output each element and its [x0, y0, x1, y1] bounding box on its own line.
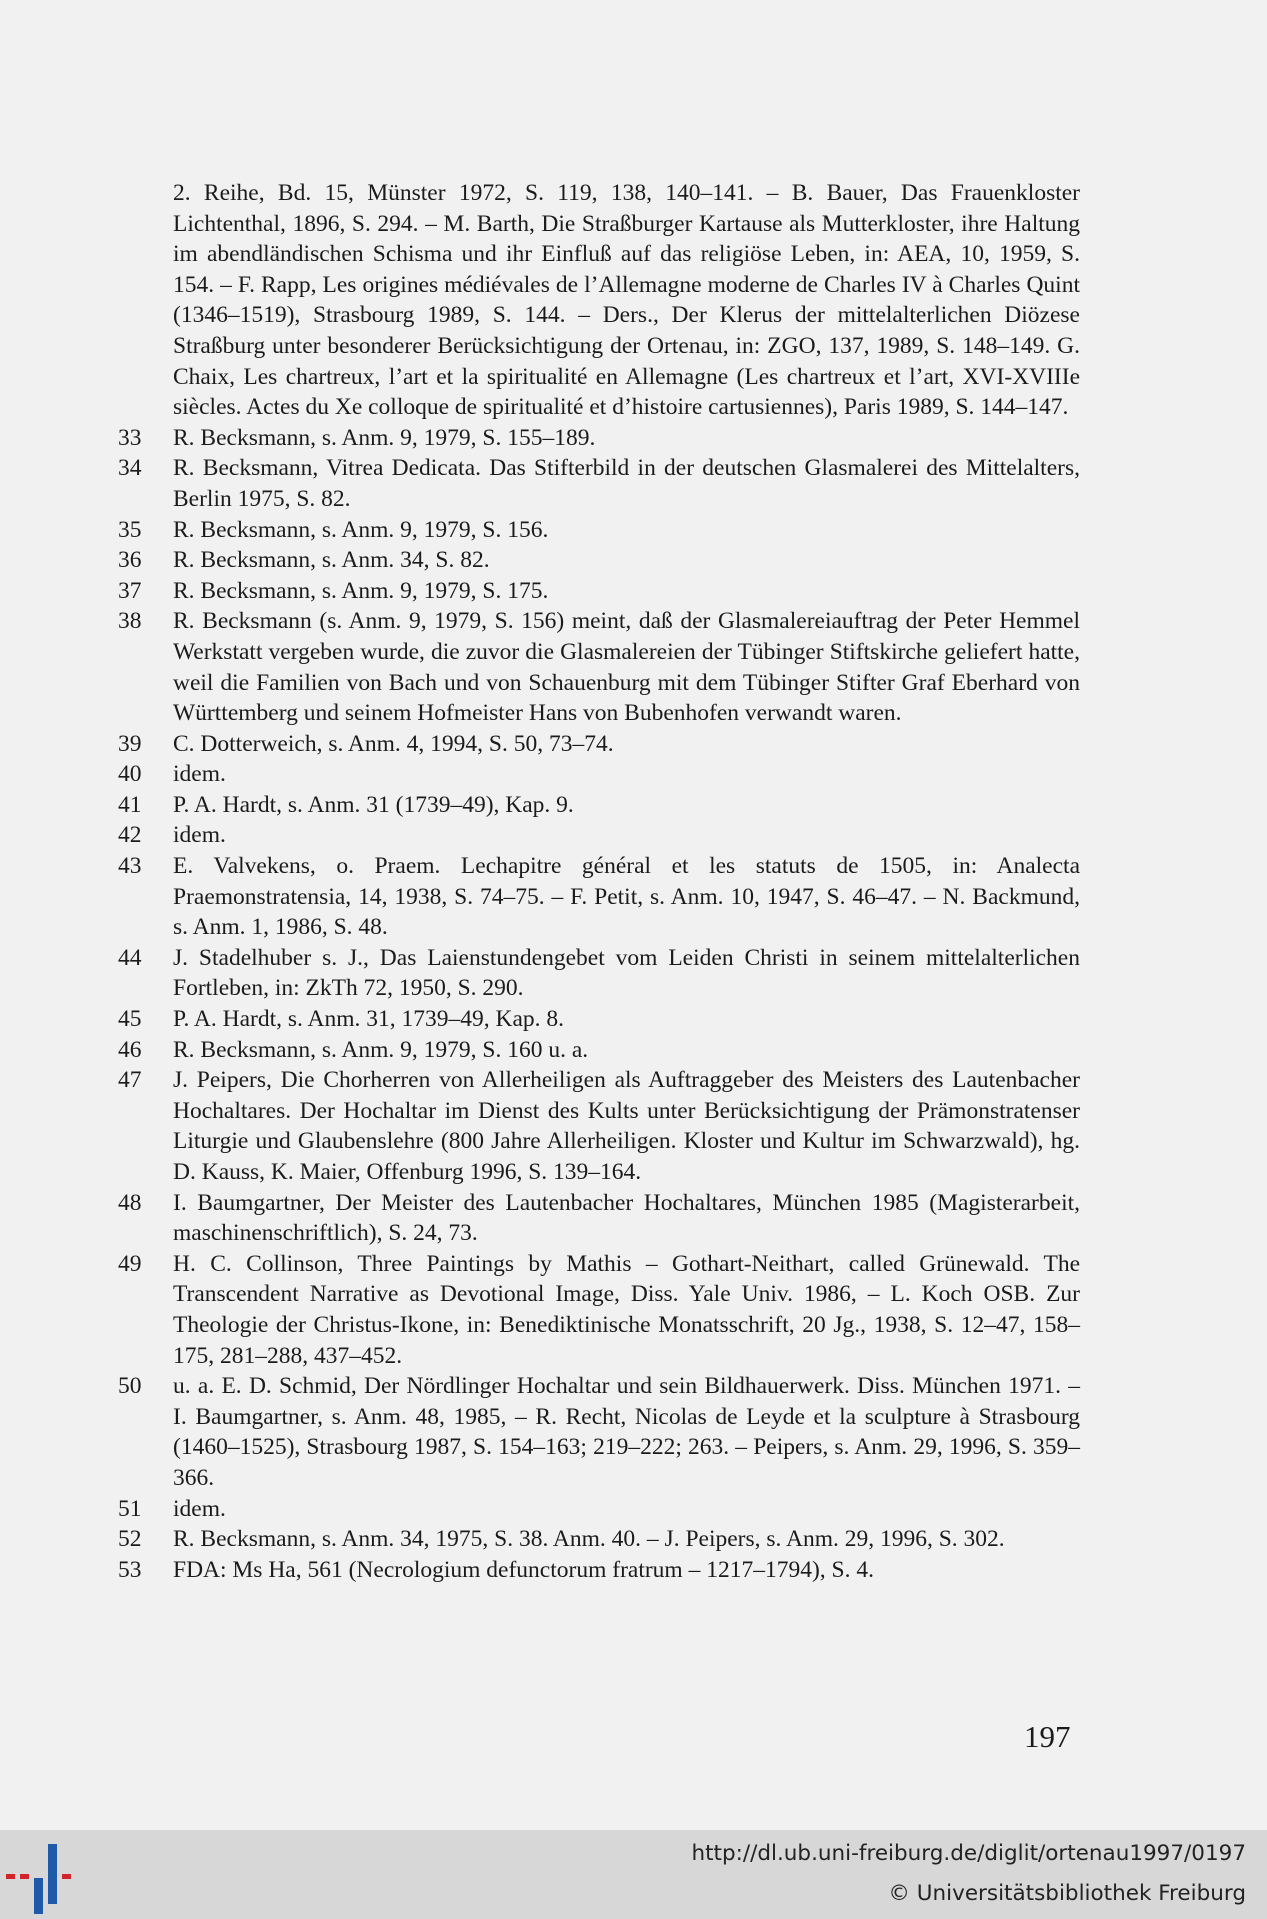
footnote-number: 36: [118, 547, 142, 574]
footnote: [118, 1065, 1080, 1187]
footnote: [118, 545, 1080, 576]
footnote-text: E. Valvekens, o. Praem. Lechapitre général et les statuts de 1505, in: Analecta Praemonstratensia, 14, 1938, S. 74–75. – F. Petit, s. Anm. 10, 1947, S. 46–47. – N. Backmund, s. Anm. 1, 1986, S. 48.: [173, 853, 1080, 941]
footnote: [118, 820, 1080, 851]
footnote-text: R. Becksmann, s. Anm. 9, 1979, S. 156.: [173, 516, 549, 543]
footnote-text: R. Becksmann, Vitrea Dedicata. Das Stifterbild in der deutschen Glasmalerei des Mittelalters, Berlin 1975, S. 82.: [173, 455, 1080, 512]
footnote-number: 45: [118, 1006, 142, 1033]
footnote: [118, 1524, 1080, 1555]
footnote-number: 38: [118, 608, 142, 635]
footnote-text: R. Becksmann (s. Anm. 9, 1979, S. 156) meint, daß der Glasmalereiauftrag der Peter Hemmel Werkstatt vergeben wurde, die zuvor die Glasmalereien der Tübinger Stiftskirche geliefert hatte, weil die Familien von Bach und von Schauenburg mit dem Tübinger Stifter Graf Eberhard von Württemberg und seinem Hofmeister Hans von Bubenhofen verwandt waren.: [173, 608, 1080, 727]
footnote-number: 34: [118, 455, 142, 482]
footnote-text: 2. Reihe, Bd. 15, Münster 1972, S. 119, 138, 140–141. – B. Bauer, Das Frauenkloster Lichtenthal, 1896, S. 294. – M. Barth, Die Straßburger Kartause als Mutterkloster, ihre Haltung im abendländischen Schisma und ihr Einfluß auf das religiöse Leben, in: AEA, 10, 1959, S. 154. – F. Rapp, Les origines médiévales de l’Allemagne moderne de Charles IV à Charles Quint (1346–1519), Strasbourg 1989, S. 144. – Ders., Der Klerus der mittelalterlichen Diözese Straßburg unter besonderer Berücksichtigung der Ortenau, in: ZGO, 137, 1989, S. 148–149. G. Chaix, Les chartreux, l’art et la spiritualité en Allemagne (Les chartreux et l’art, XVI-XVIIIe siècles. Actes du Xe colloque de spiritualité et d’histoire cartusiennes), Paris 1989, S. 144–147.: [173, 180, 1080, 421]
footnote: [118, 1188, 1080, 1249]
footnote-text: H. C. Collinson, Three Paintings by Mathis – Gothart-Neithart, called Grünewald. The Transcendent Narrative as Devotional Image, Diss. Yale Univ. 1986, – L. Koch OSB. Zur Theologie der Christus-Ikone, in: Benediktinische Monatsschrift, 20 Jg., 1938, S. 12–47, 158–175, 281–288, 437–452.: [173, 1250, 1080, 1369]
footnote-number: 47: [118, 1067, 142, 1094]
footnote-number: 53: [118, 1556, 142, 1583]
footnote-number: 49: [118, 1250, 142, 1277]
footnote-text: P. A. Hardt, s. Anm. 31, 1739–49, Kap. 8.: [173, 1006, 565, 1033]
footnote-number: 35: [118, 516, 142, 543]
footnote-number: 40: [118, 761, 142, 788]
footnote: [118, 1371, 1080, 1493]
footnote: [118, 576, 1080, 607]
footnote: [118, 851, 1080, 943]
footnote-number: 52: [118, 1526, 142, 1553]
footnote-text: idem.: [173, 761, 226, 788]
footnote: [118, 606, 1080, 728]
footnote-text: idem.: [173, 1495, 226, 1522]
footnote-text: idem.: [173, 822, 226, 849]
footnote: [118, 759, 1080, 790]
footnote-text: R. Becksmann, s. Anm. 9, 1979, S. 155–189.: [173, 424, 596, 451]
footnote: [118, 1004, 1080, 1035]
footnote-text: R. Becksmann, s. Anm. 9, 1979, S. 175.: [173, 577, 549, 604]
footnote-number: 37: [118, 577, 142, 604]
footnote-text: u. a. E. D. Schmid, Der Nördlinger Hochaltar und sein Bildhauerwerk. Diss. München 1971. – I. Baumgartner, s. Anm. 48, 1985, – R. Recht, Nicolas de Leyde et la sculpture à Strasbourg (1460–1525), Strasbourg 1987, S. 154–163; 219–222; 263. – Peipers, s. Anm. 29, 1996, S. 359–366.: [173, 1373, 1080, 1491]
footnote: [118, 515, 1080, 546]
footnote-text: R. Becksmann, s. Anm. 34, S. 82.: [173, 547, 490, 574]
copyright-notice: © Universitätsbibliothek Freiburg: [888, 1881, 1246, 1906]
footnote-text: I. Baumgartner, Der Meister des Lautenbacher Hochaltares, München 1985 (Magisterarbeit, maschinenschriftlich), S. 24, 73.: [173, 1189, 1080, 1247]
footnote-number: 44: [118, 944, 142, 971]
footnote: [118, 453, 1080, 514]
footnote: [118, 790, 1080, 821]
page-number: 197: [1024, 1719, 1071, 1754]
footnote-number: 41: [118, 791, 142, 818]
footnote-text: J. Peipers, Die Chorherren von Allerheiligen als Auftraggeber des Meisters des Lautenbacher Hochaltares. Der Hochaltar im Dienst des Kults unter Berücksichtigung der Prämonstratenser Liturgie und Glaubenslehre (800 Jahre Allerheiligen. Kloster und Kultur im Schwarzwald), hg. D. Kauss, K. Maier, Offenburg 1996, S. 139–164.: [173, 1067, 1080, 1185]
footnote-text: P. A. Hardt, s. Anm. 31 (1739–49), Kap. 9.: [173, 791, 574, 818]
footnote-number: 39: [118, 730, 142, 757]
footnote: [118, 1494, 1080, 1525]
footnote-text: R. Becksmann, s. Anm. 9, 1979, S. 160 u. a.: [173, 1036, 589, 1063]
footnote: [118, 1035, 1080, 1066]
footnote-text: FDA: Ms Ha, 561 (Necrologium defunctorum fratrum – 1217–1794), S. 4.: [173, 1556, 874, 1583]
footnotes-list: [118, 178, 1080, 1585]
footnote: [118, 943, 1080, 1004]
footnote-number: 43: [118, 853, 142, 880]
footnote: [118, 423, 1080, 454]
footnote: [118, 178, 1080, 423]
footnote-number: 42: [118, 822, 142, 849]
permalink-url[interactable]: http://dl.ub.uni-freiburg.de/diglit/ortenau1997/0197: [691, 1841, 1246, 1866]
footnote-number: 33: [118, 424, 142, 451]
viewer-footer-bar: [0, 1830, 1267, 1919]
footnote-number: 48: [118, 1189, 142, 1216]
ub-freiburg-logo-icon[interactable]: [0, 1830, 80, 1919]
footnote-text: C. Dotterweich, s. Anm. 4, 1994, S. 50, 73–74.: [173, 730, 614, 757]
footnote-number: 50: [118, 1373, 142, 1400]
footnote: [118, 1249, 1080, 1371]
footnote: [118, 1555, 1080, 1586]
footnote-number: 46: [118, 1036, 142, 1063]
footnote-text: R. Becksmann, s. Anm. 34, 1975, S. 38. Anm. 40. – J. Peipers, s. Anm. 29, 1996, S. 302.: [173, 1526, 1005, 1553]
footnote-text: J. Stadelhuber s. J., Das Laienstundengebet vom Leiden Christi in seinem mittelalterlichen Fortleben, in: ZkTh 72, 1950, S. 290.: [173, 944, 1080, 1002]
footnote-number: 51: [118, 1495, 142, 1522]
footnote: [118, 729, 1080, 760]
